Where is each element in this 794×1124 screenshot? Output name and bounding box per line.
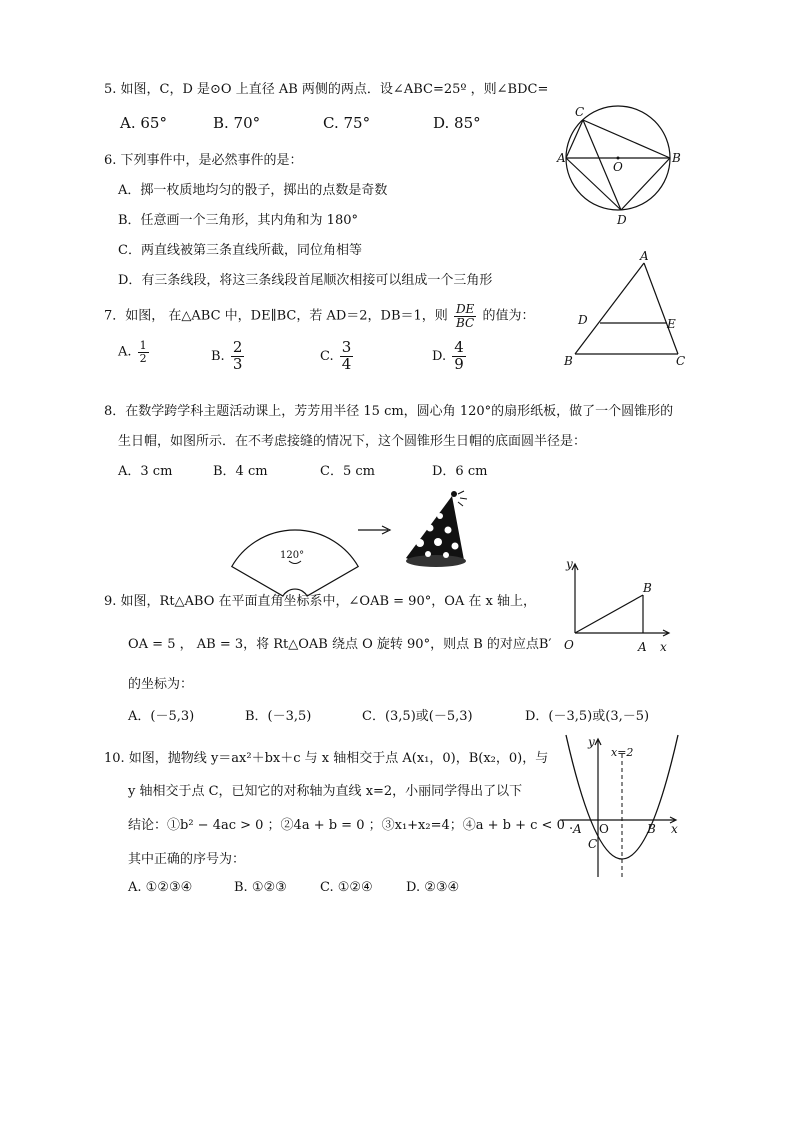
q7-stem <box>104 303 534 329</box>
q5-label-o: O <box>613 160 623 174</box>
q5-label-c: C <box>575 105 585 119</box>
q8-sector-figure <box>225 495 365 570</box>
q10-label-x: x <box>671 822 678 836</box>
q7-triangle-figure <box>560 248 700 373</box>
q7-option-b[interactable]: B. $\frac{2}{3}$ <box>211 338 243 373</box>
q10-label-o: O <box>599 822 609 836</box>
q7-label-a: A <box>640 249 649 263</box>
party-hat-icon <box>400 488 480 573</box>
q9-stem-line3: 的坐标为： <box>128 677 194 692</box>
q10-parabola-figure <box>555 732 685 882</box>
q7-option-d[interactable]: D. $\frac{4}{9}$ <box>432 338 464 373</box>
q9-option-b[interactable]: B．(－3,5) <box>245 709 312 724</box>
q5-option-d[interactable]: D. 85° <box>433 114 481 132</box>
q10-label-axis: x=2 <box>611 746 634 759</box>
q10-option-a[interactable]: A. ①②③④ <box>128 880 193 895</box>
q8-option-a[interactable]: A．3 cm <box>118 464 173 479</box>
q7-stem-pre: 7．如图， 在△ABC 中，DE∥BC，若 AD＝2，DB＝1，则 <box>104 308 448 324</box>
q8-option-d[interactable]: D．6 cm <box>432 464 488 479</box>
q7-label-e: E <box>667 317 676 331</box>
q6-option-c[interactable]: C．两直线被第三条直线所截，同位角相等 <box>118 243 362 258</box>
q10-stem-line2: y 轴相交于点 C，已知它的对称轴为直线 x=2，小丽同学得出了以下 <box>128 784 523 799</box>
q5-option-a[interactable]: A. 65° <box>120 114 167 132</box>
q10-option-d[interactable]: D. ②③④ <box>406 880 460 895</box>
q8-stem-line2: 生日帽，如图所示．在不考虑接缝的情况下，这个圆锥形生日帽的底面圆半径是： <box>118 434 587 449</box>
q5-option-b[interactable]: B. 70° <box>213 114 261 132</box>
q9-label-x: x <box>660 640 667 654</box>
q5-label-a: A <box>557 151 566 165</box>
q7-label-d: D <box>578 313 588 327</box>
q7-label-b: B <box>564 354 573 368</box>
q8-option-c[interactable]: C．5 cm <box>320 464 375 479</box>
q6-option-b[interactable]: B．任意画一个三角形，其内角和为 180° <box>118 213 358 228</box>
q9-label-b: B <box>643 581 652 595</box>
q5-label-b: B <box>672 151 681 165</box>
q8-option-b[interactable]: B．4 cm <box>213 464 268 479</box>
q6-option-a[interactable]: A．掷一枚质地均匀的骰子，掷出的点数是奇数 <box>118 183 388 198</box>
q9-label-y: y <box>566 557 573 571</box>
q7-option-c[interactable]: C. $\frac{3}{4}$ <box>320 338 352 373</box>
q9-coordinate-figure <box>560 555 680 660</box>
q6-option-d[interactable]: D．有三条线段，将这三条线段首尾顺次相接可以组成一个三角形 <box>118 273 493 288</box>
q5-stem: 5. 如图，C，D 是⊙O 上直径 AB 两侧的两点．设∠ABC=25º ，则∠BDC= <box>104 82 549 97</box>
q10-label-y: y <box>588 735 595 749</box>
q5-label-d: D <box>617 213 627 227</box>
q9-label-o: O <box>564 638 574 652</box>
q5-option-c[interactable]: C. 75° <box>323 114 371 132</box>
q10-option-b[interactable]: B. ①②③ <box>234 880 287 895</box>
q7-stem-post: 的值为： <box>482 308 535 324</box>
q10-stem-line3: 结论：①b² − 4ac > 0 ；②4a + b = 0 ；③x₁+x₂=4；④a + b + c < 0 . <box>128 818 574 833</box>
q10-label-c: C <box>588 837 598 851</box>
q9-option-d[interactable]: D．(－3,5)或(3,－5) <box>525 709 650 724</box>
q9-stem-line2: OA = 5 ， AB = 3，将 Rt△OAB 绕点 O 旋转 90°，则点 B 的对应点B′ <box>128 637 552 652</box>
q10-option-c[interactable]: C. ①②④ <box>320 880 373 895</box>
q6-stem: 6. 下列事件中，是必然事件的是： <box>104 153 303 168</box>
q7-option-a[interactable]: A. $\frac{1}{2}$ <box>118 339 147 365</box>
q8-stem-line1: 8．在数学跨学科主题活动课上，芳芳用半径 15 cm，圆心角 120°的扇形纸板，做了一个圆锥形的 <box>104 404 674 419</box>
q9-option-a[interactable]: A．(－5,3) <box>128 709 195 724</box>
arrow-icon <box>358 524 394 536</box>
q10-label-a: A <box>573 822 582 836</box>
q8-angle-label: 120° <box>280 550 305 561</box>
q10-stem-line1: 10. 如图，抛物线 y＝ax²＋bx＋c 与 x 轴相交于点 A(x₁，0)，B(x₂，0)，与 <box>104 751 549 766</box>
q9-option-c[interactable]: C．(3,5)或(－5,3) <box>362 709 473 724</box>
q5-circle-figure <box>555 100 685 230</box>
q7-label-c: C <box>676 354 686 368</box>
q7-stem-fraction: $\frac{DE}{BC}$ <box>455 302 475 330</box>
q9-stem-line1: 9. 如图，Rt△ABO 在平面直角坐标系中，∠OAB = 90°，OA 在 x 轴上， <box>104 594 536 609</box>
q9-label-a: A <box>638 640 647 654</box>
q10-stem-line4: 其中正确的序号为： <box>128 852 246 867</box>
q10-label-b: B <box>647 822 656 836</box>
